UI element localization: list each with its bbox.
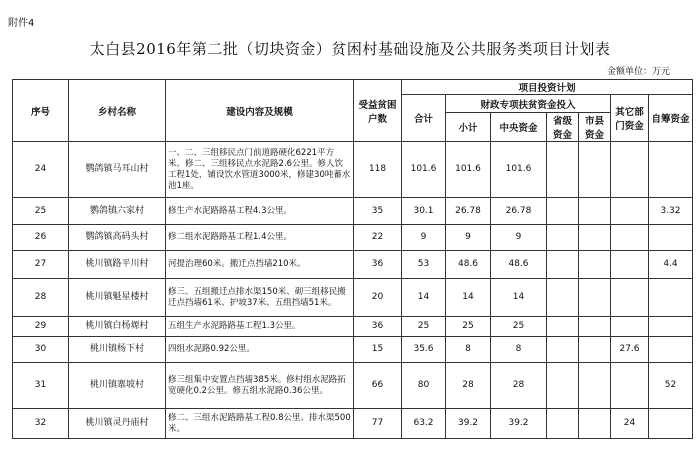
cell-no: 32 — [13, 409, 69, 439]
cell-total: 9 — [402, 225, 446, 251]
col-header-households: 受益贫困户数 — [354, 80, 402, 142]
cell-other-dept — [611, 317, 649, 337]
cell-county — [579, 225, 611, 251]
cell-central: 14 — [491, 279, 547, 317]
cell-subtotal: 14 — [446, 279, 491, 317]
table-row — [13, 279, 693, 317]
col-header-county: 市县资金 — [579, 113, 611, 142]
cell-subtotal: 28 — [446, 363, 491, 409]
cell-central: 9 — [491, 225, 547, 251]
cell-households: 22 — [354, 225, 402, 251]
unit-label: 金额单位：万元 — [606, 67, 670, 77]
cell-content: 修二组水泥路路基工程1.4公里。 — [166, 225, 354, 251]
cell-no: 28 — [13, 279, 69, 317]
cell-provincial — [547, 142, 579, 198]
cell-no: 27 — [13, 251, 69, 279]
cell-county — [579, 279, 611, 317]
cell-content: 修生产水泥路路基工程4.3公里。 — [166, 198, 354, 225]
cell-subtotal: 25 — [446, 317, 491, 337]
table-body — [13, 142, 693, 439]
cell-self-raised: 52 — [649, 363, 693, 409]
table-row — [13, 251, 693, 279]
cell-total: 14 — [402, 279, 446, 317]
cell-content: 四组水泥路0.92公里。 — [166, 337, 354, 363]
cell-content: 河提治理60米。搬迁点挡墙210米。 — [166, 251, 354, 279]
table-header — [13, 80, 693, 142]
cell-self-raised — [649, 279, 693, 317]
cell-content: 修二、三组水泥路路基工程0.8公里、排水渠500米。 — [166, 409, 354, 439]
table-row — [13, 337, 693, 363]
cell-other-dept: 27.6 — [611, 337, 649, 363]
cell-village: 桃川镇杨下村 — [69, 337, 166, 363]
cell-other-dept — [611, 251, 649, 279]
col-header-no: 序号 — [13, 80, 69, 142]
cell-households: 36 — [354, 251, 402, 279]
cell-central: 8 — [491, 337, 547, 363]
cell-other-dept — [611, 198, 649, 225]
cell-provincial — [547, 279, 579, 317]
table-row — [13, 142, 693, 198]
cell-central: 25 — [491, 317, 547, 337]
page-title: 太白县2016年第二批（切块资金）贫困村基础设施及公共服务类项目计划表 — [89, 40, 611, 58]
col-header-total: 合计 — [402, 95, 446, 142]
table-row — [13, 363, 693, 409]
col-header-plan: 项目投资计划 — [402, 80, 693, 95]
cell-other-dept: 24 — [611, 409, 649, 439]
cell-households: 20 — [354, 279, 402, 317]
cell-households: 15 — [354, 337, 402, 363]
cell-self-raised — [649, 317, 693, 337]
cell-subtotal: 26.78 — [446, 198, 491, 225]
cell-central: 101.6 — [491, 142, 547, 198]
cell-subtotal: 101.6 — [446, 142, 491, 198]
table-row — [13, 317, 693, 337]
table-row — [13, 409, 693, 439]
cell-no: 25 — [13, 198, 69, 225]
cell-subtotal: 39.2 — [446, 409, 491, 439]
cell-subtotal: 9 — [446, 225, 491, 251]
cell-households: 118 — [354, 142, 402, 198]
cell-central: 28 — [491, 363, 547, 409]
cell-provincial — [547, 363, 579, 409]
col-header-provincial: 省级资金 — [547, 113, 579, 142]
cell-other-dept — [611, 142, 649, 198]
cell-provincial — [547, 198, 579, 225]
cell-central: 48.6 — [491, 251, 547, 279]
cell-village: 桃川镇白杨塬村 — [69, 317, 166, 337]
col-header-village: 乡村名称 — [69, 80, 166, 142]
cell-provincial — [547, 409, 579, 439]
cell-village: 鹦鸽镇六家村 — [69, 198, 166, 225]
col-header-self-raised: 自筹资金 — [649, 95, 693, 142]
cell-provincial — [547, 251, 579, 279]
table-row — [13, 198, 693, 225]
attachment-label: 附件4 — [8, 18, 35, 29]
cell-total: 101.6 — [402, 142, 446, 198]
cell-self-raised — [649, 337, 693, 363]
cell-central: 39.2 — [491, 409, 547, 439]
cell-county — [579, 198, 611, 225]
cell-self-raised — [649, 142, 693, 198]
cell-village: 桃川镇寨坡村 — [69, 363, 166, 409]
cell-county — [579, 317, 611, 337]
cell-village: 鹦鸽镇高码头村 — [69, 225, 166, 251]
cell-total: 53 — [402, 251, 446, 279]
cell-county — [579, 251, 611, 279]
cell-no: 26 — [13, 225, 69, 251]
cell-other-dept — [611, 363, 649, 409]
cell-households: 66 — [354, 363, 402, 409]
cell-total: 63.2 — [402, 409, 446, 439]
cell-content: 修三、五组搬迁点排水渠150米、砌三组移民搬迁点挡墙61米、护坡37米、五组挡墙51米。 — [166, 279, 354, 317]
cell-central: 26.78 — [491, 198, 547, 225]
cell-provincial — [547, 317, 579, 337]
cell-total: 25 — [402, 317, 446, 337]
cell-no: 24 — [13, 142, 69, 198]
cell-total: 80 — [402, 363, 446, 409]
col-header-other-dept: 其它部门资金 — [611, 95, 649, 142]
cell-self-raised — [649, 225, 693, 251]
cell-provincial — [547, 225, 579, 251]
cell-content: 修三组集中安置点挡墙385米。修村组水泥路拓宽硬化0.2公里。修五组水泥路0.36公里。 — [166, 363, 354, 409]
cell-households: 35 — [354, 198, 402, 225]
cell-subtotal: 8 — [446, 337, 491, 363]
cell-households: 36 — [354, 317, 402, 337]
col-header-central: 中央资金 — [491, 113, 547, 142]
cell-county — [579, 363, 611, 409]
cell-provincial — [547, 337, 579, 363]
cell-no: 29 — [13, 317, 69, 337]
cell-village: 桃川镇灵丹庙村 — [69, 409, 166, 439]
cell-county — [579, 409, 611, 439]
project-plan-table — [12, 79, 693, 439]
cell-subtotal: 48.6 — [446, 251, 491, 279]
cell-other-dept — [611, 279, 649, 317]
col-header-fiscal: 财政专项扶贫资金投入 — [446, 95, 611, 113]
cell-total: 30.1 — [402, 198, 446, 225]
cell-no: 30 — [13, 337, 69, 363]
cell-other-dept — [611, 225, 649, 251]
cell-village: 鹦鸽镇马耳山村 — [69, 142, 166, 198]
cell-village: 桃川镇路平川村 — [69, 251, 166, 279]
cell-total: 35.6 — [402, 337, 446, 363]
cell-content: 一、二、三组移民点门前道路硬化6221平方米。修二、三组移民点水泥路2.6公里。修人饮工程1处，铺设饮水管道3000米，修建30吨蓄水池1座。 — [166, 142, 354, 198]
cell-self-raised: 4.4 — [649, 251, 693, 279]
cell-no: 31 — [13, 363, 69, 409]
cell-households: 77 — [354, 409, 402, 439]
cell-county — [579, 142, 611, 198]
cell-self-raised — [649, 409, 693, 439]
cell-content: 五组生产水泥路路基工程1.3公里。 — [166, 317, 354, 337]
cell-county — [579, 337, 611, 363]
cell-village: 桃川镇魁星楼村 — [69, 279, 166, 317]
col-header-subtotal: 小计 — [446, 113, 491, 142]
col-header-content: 建设内容及规模 — [166, 80, 354, 142]
table-row — [13, 225, 693, 251]
cell-self-raised: 3.32 — [649, 198, 693, 225]
